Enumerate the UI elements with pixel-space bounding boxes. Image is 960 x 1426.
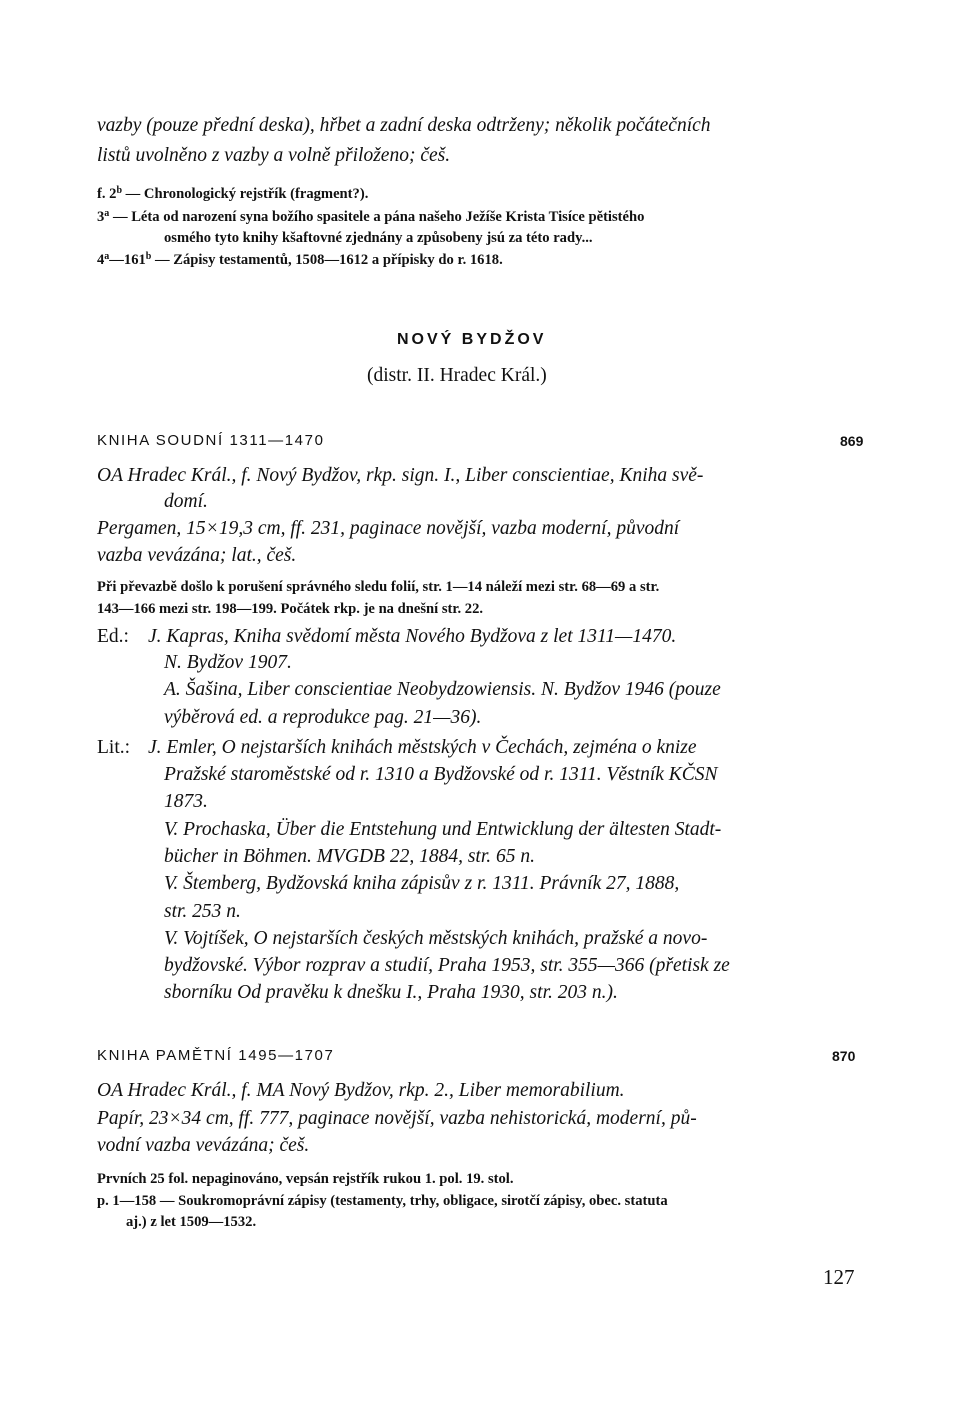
entry-869-lit-2: V. Prochaska, Über die Entstehung und Entwicklung der ältesten Stadt- [164, 819, 722, 840]
entry-869-lit-1b: Pražské staroměstské od r. 1310 a Bydžovské od r. 1311. Věstník KČSN [164, 764, 718, 785]
folio-3a-text: — Léta od narození syna božího spasitele a pána našeho Ježíše Krista Tisíce pětistého [109, 209, 645, 225]
entry-870-number: 870 [832, 1048, 856, 1064]
folio-3a-prefix: 3 [97, 209, 105, 225]
entry-870-title: KNIHA PAMĚTNÍ 1495—1707 [97, 1047, 335, 1064]
folio-2b-prefix: f. 2 [97, 186, 117, 202]
entry-869-lit-1c: 1873. [164, 791, 208, 812]
entry-870-note-1: Prvních 25 fol. nepaginováno, vepsán rejstřík rukou 1. pol. 19. stol. [97, 1171, 514, 1187]
entry-870-line-1: OA Hradec Král., f. MA Nový Bydžov, rkp. 2., Liber memorabilium. [97, 1080, 625, 1101]
entry-869-number: 869 [840, 433, 864, 449]
entry-869-line-4: vazba vevázána; lat., češ. [97, 545, 297, 566]
entry-869-lit-1: J. Emler, O nejstarších knihách městských v Čechách, zejména o knize [148, 737, 697, 758]
entry-869-ed-1: J. Kapras, Kniha svědomí města Nového Bydžova z let 1311—1470. [148, 626, 677, 647]
entry-869-lit-2b: bücher in Böhmen. MVGDB 22, 1884, str. 65 n. [164, 846, 536, 867]
folio-3a-cont: osmého tyto knihy kšaftovné zjednány a způsobeny jsú za této rady... [164, 230, 593, 246]
entry-869-ed-2b: výběrová ed. a reprodukce pag. 21—36). [164, 707, 482, 728]
entry-869-lit-4b: bydžovské. Výbor rozprav a studií, Praha 1953, str. 355—366 (přetisk ze [164, 955, 730, 976]
folio-2b-text: — Chronologický rejstřík (fragment?). [122, 186, 369, 202]
entry-869-ed-label: Ed.: [97, 626, 129, 647]
entry-869-note-2: 143—166 mezi str. 198—199. Počátek rkp. je na dnešní str. 22. [97, 601, 484, 617]
folio-2b-line [97, 187, 368, 202]
folio-2b-sup: b [116, 185, 123, 196]
entry-869-lit-4: V. Vojtíšek, O nejstarších českých městských knihách, pražské a novo- [164, 928, 708, 949]
folio-4-prefix: 4 [97, 252, 105, 268]
entry-869-note-1: Při převazbě došlo k porušení správného sledu folií, str. 1—14 náleží mezi str. 68—69 a str. [97, 579, 660, 595]
entry-869-ed-1b: N. Bydžov 1907. [164, 652, 292, 673]
folio-3a-sup: a [104, 208, 110, 219]
entry-870-note-2b: aj.) z let 1509—1532. [126, 1214, 257, 1230]
entry-869-lit-3b: str. 253 n. [164, 901, 241, 922]
town-name: NOVÝ BYDŽOV [397, 331, 547, 348]
folio-4-sup-a: a [104, 251, 110, 262]
folio-4a-line [97, 253, 503, 268]
intro-line-1: vazby (pouze přední deska), hřbet a zadní deska odtrženy; několik počátečních [97, 115, 711, 136]
entry-869-line-1: OA Hradec Král., f. Nový Bydžov, rkp. sign. I., Liber conscientiae, Kniha svě- [97, 465, 704, 486]
town-district: (distr. II. Hradec Král.) [367, 365, 547, 386]
entry-869-ed-2: A. Šašina, Liber conscientiae Neobydzowiensis. N. Bydžov 1946 (pouze [164, 679, 721, 700]
folio-3a-line [97, 210, 644, 225]
folio-4-mid: —161 [109, 252, 146, 268]
entry-869-lit-label: Lit.: [97, 737, 131, 758]
entry-869-lit-3: V. Štemberg, Bydžovská kniha zápisův z r. 1311. Právník 27, 1888, [164, 873, 680, 894]
entry-870-line-2: Papír, 23×34 cm, ff. 777, paginace novější, vazba nehistorická, moderní, pů- [97, 1108, 697, 1129]
page-number: 127 [823, 1265, 855, 1289]
folio-4-text: — Zápisy testamentů, 1508—1612 a přípisky do r. 1618. [151, 252, 503, 268]
entry-870-line-3: vodní vazba vevázána; češ. [97, 1135, 310, 1156]
entry-869-title: KNIHA SOUDNÍ 1311—1470 [97, 432, 325, 449]
entry-870-note-2: p. 1—158 — Soukromoprávní zápisy (testamenty, trhy, obligace, sirotčí zápisy, obec. statuta [97, 1193, 668, 1209]
entry-869-lit-4c: sborníku Od pravěku k dnešku I., Praha 1930, str. 203 n.). [164, 982, 618, 1003]
intro-line-2: listů uvolněno z vazby a volně přiloženo; češ. [97, 145, 451, 166]
entry-869-line-2: domí. [164, 491, 208, 512]
entry-869-line-3: Pergamen, 15×19,3 cm, ff. 231, paginace novější, vazba moderní, původní [97, 518, 680, 539]
folio-4-sup-b: b [145, 251, 152, 262]
